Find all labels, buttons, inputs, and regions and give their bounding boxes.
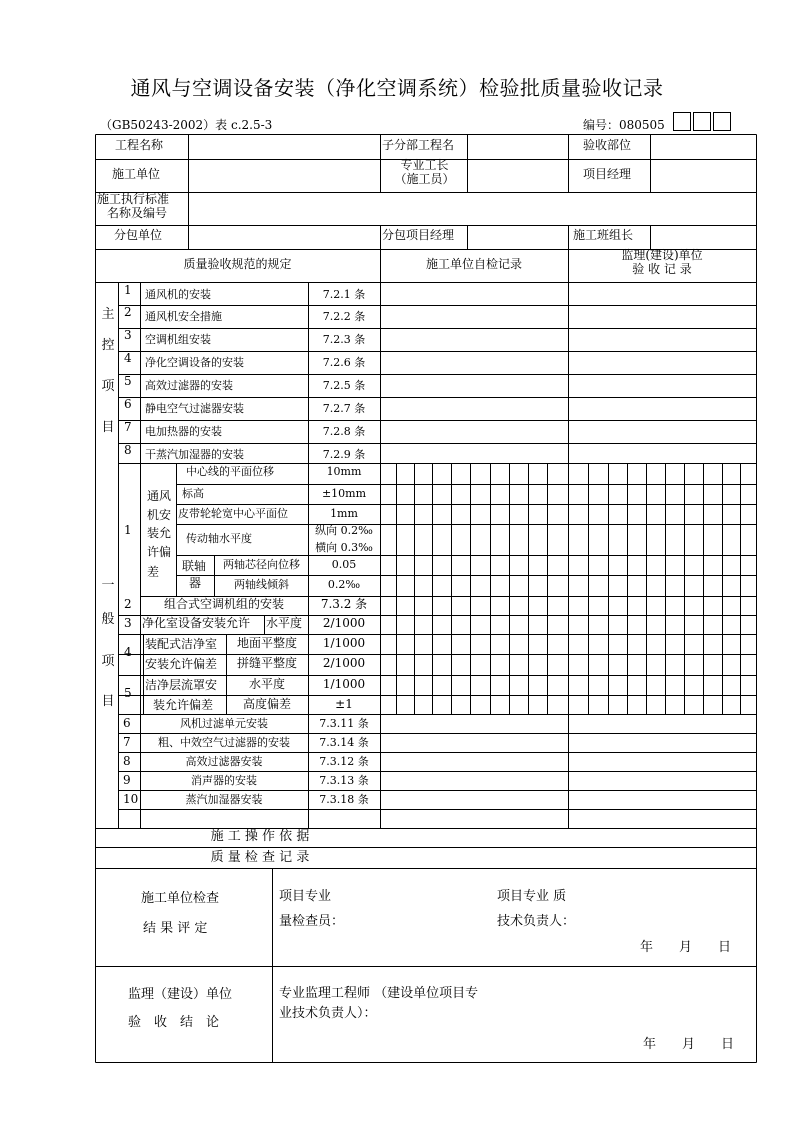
general-item-1-no: 1 (124, 523, 132, 537)
general-item-no: 7 (123, 735, 131, 749)
item1-row-value: 纵向 0.2‰ (315, 524, 373, 537)
main-label-char: 目 (101, 420, 115, 435)
general-label-char: 一 (101, 578, 115, 593)
form-number: 编号：080505 (583, 118, 665, 132)
label-project-name: 工程名称 (115, 138, 164, 152)
general-label-char: 目 (101, 694, 115, 709)
label-supervision-engineer: 专业监理工程师 （建设单位项目专 业技术负责人）： (279, 986, 479, 1021)
label-supervision-conclusion: 监理（建设）单位 验 收 结 论 (128, 987, 233, 1030)
item4-row-1-value: 1/1000 (322, 636, 366, 650)
label-tech-lead: 项目专业 质 技术负责人： (497, 889, 576, 929)
date-construction: 年 月 日 (640, 940, 732, 955)
item1-row-name: 标高 (182, 487, 204, 500)
item1-label-line: 差 (147, 565, 160, 579)
general-label-char: 项 (101, 654, 115, 669)
label-construction-unit: 施工单位 (112, 167, 161, 181)
main-item-name: 高效过滤器的安装 (145, 379, 233, 392)
item1-label-line: 装允 (147, 526, 172, 540)
label-operation-basis: 施 工 操 作 依 据 (210, 829, 310, 844)
item1-row-value: 10mm (326, 465, 362, 478)
item5-row-2-value: ±1 (335, 697, 353, 711)
item1-row-name: 中心线的平面位移 (186, 465, 274, 478)
label-sub-project: 子分部工程名 (382, 138, 455, 152)
item4-row-2-name: 拼缝平整度 (236, 656, 297, 670)
general-item-name: 消声器的安装 (191, 774, 257, 787)
general-item-5-label: 洁净层流罩安 装允许偏差 (145, 678, 218, 712)
item1-label-line: 机安 (147, 508, 172, 522)
label-quality-record: 质 量 检 查 记 录 (210, 850, 310, 865)
label-spec-rules: 质量验收规范的规定 (183, 257, 292, 271)
general-item-clause: 7.3.12 条 (319, 755, 369, 768)
label-foreman: 专业工长 （施工员） (394, 158, 455, 186)
main-item-no: 5 (124, 374, 132, 388)
main-item-name: 通风机的安装 (145, 288, 211, 301)
general-item-no: 9 (123, 773, 131, 787)
general-item-3-sub: 水平度 (266, 616, 303, 630)
main-item-name: 干蒸汽加湿器的安装 (145, 448, 244, 461)
main-item-name: 静电空气过滤器安装 (145, 402, 244, 415)
item1-row-name: 皮带轮轮宽中心平面位 (178, 507, 288, 520)
coupling-row-name: 两轴芯径向位移 (223, 558, 300, 571)
document-title: 通风与空调设备安装（净化空调系统）检验批质量验收记录 (130, 76, 664, 100)
item1-row-name: 传动轴水平度 (186, 532, 252, 545)
main-item-name: 通风机安全措施 (145, 310, 222, 323)
general-item-no: 8 (123, 754, 131, 768)
main-item-clause: 7.2.7 条 (322, 402, 366, 415)
main-item-clause: 7.2.6 条 (322, 356, 366, 369)
label-subcontractor: 分包单位 (114, 228, 163, 242)
main-label-char: 项 (101, 379, 115, 394)
main-item-no: 6 (124, 397, 132, 411)
item1-row-value: ±10mm (321, 487, 367, 500)
general-item-4-no: 4 (124, 645, 132, 659)
general-item-2-name: 组合式空调机组的安装 (163, 597, 284, 611)
item5-row-1-value: 1/1000 (322, 677, 366, 691)
date-supervision: 年 月 日 (643, 1037, 735, 1052)
general-item-3-value: 2/1000 (322, 616, 366, 630)
general-item-4-label: 装配式洁净室 安装允许偏差 (145, 637, 218, 671)
main-item-name: 空调机组安装 (145, 333, 211, 346)
general-item-3-no: 3 (124, 616, 132, 630)
general-item-clause: 7.3.18 条 (319, 793, 369, 806)
coupling-row-name: 两轴线倾斜 (234, 578, 289, 591)
general-item-2-no: 2 (124, 597, 132, 611)
main-item-clause: 7.2.8 条 (322, 425, 366, 438)
main-label-char: 控 (101, 338, 115, 353)
main-item-no: 2 (124, 305, 132, 319)
main-item-no: 8 (124, 443, 132, 457)
main-item-clause: 7.2.9 条 (322, 448, 366, 461)
general-item-no: 6 (123, 716, 131, 730)
main-item-name: 电加热器的安装 (145, 425, 222, 438)
main-item-no: 1 (124, 283, 132, 297)
main-item-clause: 7.2.1 条 (322, 288, 366, 301)
standard-code: （GB50243-2002）表 c.2.5-3 (100, 118, 273, 132)
label-inspector: 项目专业 量检查员： (279, 889, 345, 929)
general-item-clause: 7.3.14 条 (319, 736, 369, 749)
general-item-name: 风机过滤单元安装 (180, 717, 268, 730)
item1-row-value: 1mm (330, 507, 358, 520)
main-item-clause: 7.2.3 条 (322, 333, 366, 346)
item1-label-line: 许偏 (147, 545, 172, 559)
main-item-clause: 7.2.5 条 (322, 379, 366, 392)
main-item-name: 净化空调设备的安装 (145, 356, 244, 369)
general-item-2-clause: 7.3.2 条 (320, 597, 368, 611)
label-sub-pm: 分包项目经理 (382, 228, 455, 242)
item1-label-line: 通风 (147, 489, 172, 503)
general-label-char: 般 (101, 612, 115, 627)
general-item-clause: 7.3.13 条 (319, 774, 369, 787)
main-item-no: 7 (124, 420, 132, 434)
label-standard: 施工执行标准 名称及编号 (97, 192, 170, 220)
item5-row-2-name: 高度偏差 (242, 697, 291, 711)
general-item-name: 高效过滤器安装 (185, 755, 263, 768)
item4-row-1-name: 地面平整度 (236, 636, 297, 650)
coupling-row-value: 0.2‰ (327, 578, 361, 591)
general-item-3-name: 净化室设备安装允许 (142, 616, 251, 630)
general-item-no: 10 (123, 792, 139, 806)
item5-row-1-name: 水平度 (248, 677, 285, 691)
item1-row-value-2: 横向 0.3‰ (315, 541, 373, 554)
main-item-no: 4 (124, 351, 132, 365)
main-item-clause: 7.2.2 条 (322, 310, 366, 323)
general-item-5-no: 5 (124, 686, 132, 700)
coupling-row-value: 0.05 (331, 558, 357, 571)
main-label-char: 主 (101, 307, 115, 322)
general-item-clause: 7.3.11 条 (319, 717, 369, 730)
label-construction-check: 施工单位检查 结 果 评 定 (141, 891, 220, 936)
label-acceptance-part: 验收部位 (583, 138, 632, 152)
label-project-manager: 项目经理 (583, 167, 632, 181)
label-self-check: 施工单位自检记录 (425, 257, 522, 271)
general-item-name: 蒸汽加湿器安装 (185, 793, 263, 806)
main-item-no: 3 (124, 328, 132, 342)
coupling-label: 联轴 器 (182, 559, 207, 590)
general-item-name: 粗、中效空气过滤器的安装 (158, 736, 290, 749)
label-team-leader: 施工班组长 (573, 228, 634, 242)
item4-row-2-value: 2/1000 (322, 656, 366, 670)
label-supervision-record: 监理(建设)单位 验 收 记 录 (621, 248, 703, 276)
